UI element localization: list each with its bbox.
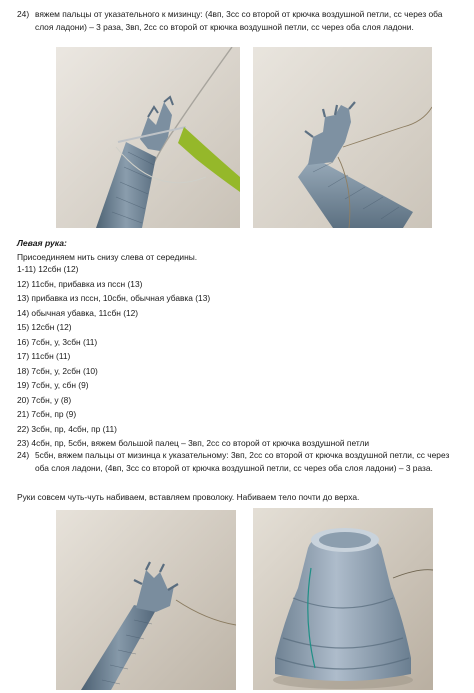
list-item: 17) 11сбн (11) <box>17 351 71 361</box>
list-item: 19) 7сбн, у, сбн (9) <box>17 380 89 390</box>
list-item: 20) 7сбн, у (8) <box>17 395 72 405</box>
photo-hand-with-hook <box>56 47 240 228</box>
list-item: 23) 4сбн, пр, 5сбн, вяжем большой палец – 3вп, 2сс со второй от крючка воздушной петли <box>17 438 370 448</box>
step-text: 5сбн, вяжем пальцы от мизинца к указательному: 3вп, 2сс со второй от крючка воздушной петли, сс через оба слоя ладони, (4вп, 3сс со второй от крючка воздушной петли, сс через оба слоя ладони) – 3 раза. <box>35 450 450 474</box>
list-item: 13) прибавка из пссн, 10сбн, обычная убавка (13) <box>17 293 211 303</box>
intro-text: Присоединяем нить снизу слева от середины. <box>17 252 198 262</box>
photo-arm-with-fingers <box>253 47 432 228</box>
list-item: 15) 12сбн (12) <box>17 322 72 332</box>
closing-paragraph: Руки совсем чуть-чуть набиваем, вставляем проволоку. Набиваем тело почти до верха. <box>17 492 360 502</box>
photo-stuffed-body <box>253 508 433 690</box>
list-item: 22) 3сбн, пр, 4сбн, пр (11) <box>17 424 117 434</box>
list-item: 14) обычная убавка, 11сбн (12) <box>17 308 139 318</box>
step-number: 24) <box>17 450 30 460</box>
photo-finished-arm <box>56 510 236 690</box>
list-item: 12) 11сбн, прибавка из пссн (13) <box>17 279 143 289</box>
list-item: 16) 7сбн, у, 3сбн (11) <box>17 337 98 347</box>
list-item: 18) 7сбн, у, 2сбн (10) <box>17 366 98 376</box>
list-item: 1-11) 12сбн (12) <box>17 264 79 274</box>
list-item: 21) 7сбн, пр (9) <box>17 409 77 419</box>
step-text: вяжем пальцы от указательного к мизинцу: (4вп, 3сс со второй от крючка воздушной петли, сс через оба слоя ладони) – 3 раза, 3вп, 2сс со второй от крючка воздушной петли, сс через оба слоя ладони. <box>35 9 443 33</box>
step-number: 24) <box>17 9 30 19</box>
section-title: Левая рука: <box>17 238 67 248</box>
